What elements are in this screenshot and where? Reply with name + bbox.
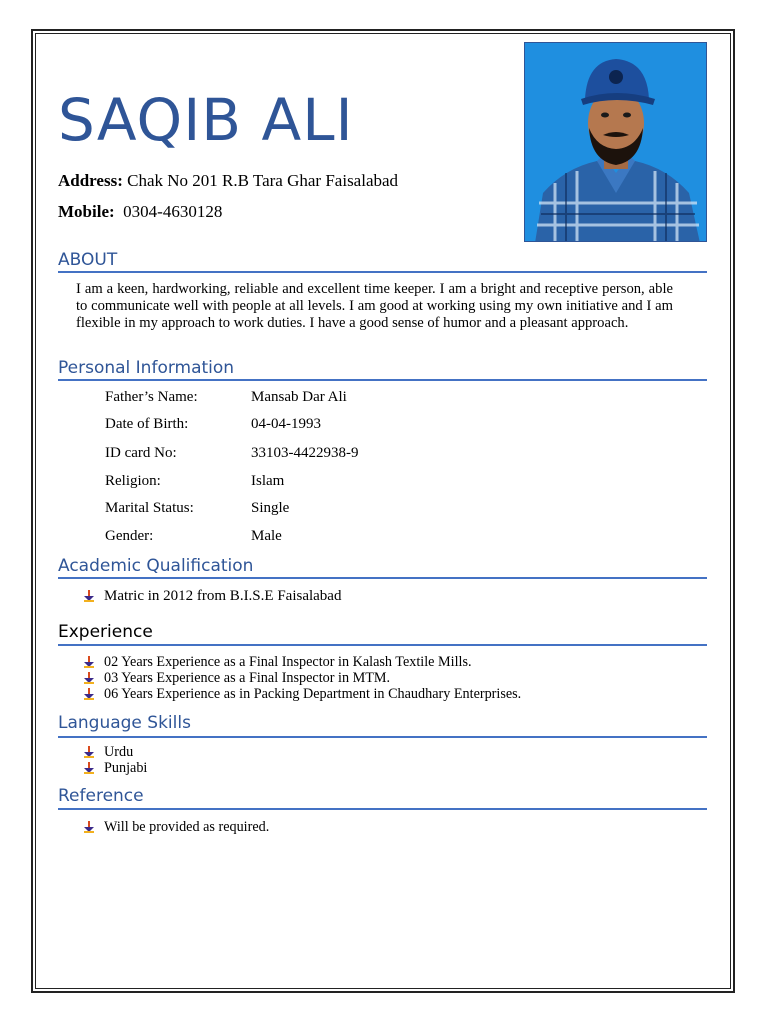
arrow-bullet-icon bbox=[83, 821, 95, 833]
candidate-name: SAQIB ALI bbox=[58, 86, 354, 154]
about-text: I am a keen, hardworking, reliable and excellent time keeper. I am a bright and receptive person, able to communicate well with people at all levels. I am good at working using my own initiative and I am flexible in my approach to work duties. I have a good sense of humor and a pleasant approach. bbox=[76, 281, 673, 332]
section-title-language-skills: Language Skills bbox=[58, 713, 191, 733]
section-title-academic: Academic Qualification bbox=[58, 556, 254, 576]
list-item bbox=[83, 686, 521, 702]
section-divider bbox=[58, 644, 707, 646]
list-item bbox=[83, 819, 269, 835]
info-value-gender: Male bbox=[251, 528, 282, 544]
list-item bbox=[83, 654, 472, 670]
address-label: Address: bbox=[58, 171, 123, 190]
section-divider bbox=[58, 577, 707, 579]
experience-item: 06 Years Experience as in Packing Department in Chaudhary Enterprises. bbox=[104, 685, 522, 702]
section-divider bbox=[58, 379, 707, 381]
mobile-value: 0304-4630128 bbox=[123, 202, 223, 221]
academic-item: Matric in 2012 from B.I.S.E Faisalabad bbox=[104, 587, 342, 604]
profile-photo bbox=[524, 42, 707, 242]
list-item bbox=[83, 744, 133, 760]
list-item bbox=[83, 760, 147, 776]
section-title-personal-information: Personal Information bbox=[58, 358, 235, 378]
info-value-fathers-name: Mansab Dar Ali bbox=[251, 389, 347, 405]
info-value-religion: Islam bbox=[251, 473, 285, 489]
language-item: Punjabi bbox=[104, 759, 148, 776]
mobile-label: Mobile: bbox=[58, 202, 115, 221]
section-divider bbox=[58, 736, 707, 738]
info-label-id-card: ID card No: bbox=[105, 445, 177, 461]
section-title-about: ABOUT bbox=[58, 250, 118, 270]
info-label-marital-status: Marital Status: bbox=[105, 500, 194, 516]
arrow-bullet-icon bbox=[83, 746, 95, 758]
reference-item: Will be provided as required. bbox=[104, 818, 270, 835]
arrow-bullet-icon bbox=[83, 688, 95, 700]
mobile-line bbox=[58, 202, 222, 222]
info-value-date-of-birth: 04-04-1993 bbox=[251, 416, 321, 432]
list-item bbox=[83, 588, 341, 604]
address-value: Chak No 201 R.B Tara Ghar Faisalabad bbox=[127, 171, 399, 190]
arrow-bullet-icon bbox=[83, 762, 95, 774]
section-title-experience: Experience bbox=[58, 622, 153, 642]
language-item: Urdu bbox=[104, 743, 134, 760]
arrow-bullet-icon bbox=[83, 590, 95, 602]
info-label-date-of-birth: Date of Birth: bbox=[105, 416, 189, 432]
experience-item: 03 Years Experience as a Final Inspector in MTM. bbox=[104, 669, 391, 686]
experience-item: 02 Years Experience as a Final Inspector in Kalash Textile Mills. bbox=[104, 653, 472, 670]
list-item bbox=[83, 670, 390, 686]
section-title-reference: Reference bbox=[58, 786, 144, 806]
info-value-marital-status: Single bbox=[251, 500, 290, 516]
profile-photo-illustration bbox=[525, 43, 707, 242]
section-divider bbox=[58, 808, 707, 810]
arrow-bullet-icon bbox=[83, 672, 95, 684]
info-label-religion: Religion: bbox=[105, 473, 161, 489]
info-label-fathers-name: Father’s Name: bbox=[105, 389, 198, 405]
arrow-bullet-icon bbox=[83, 656, 95, 668]
section-divider bbox=[58, 271, 707, 273]
info-label-gender: Gender: bbox=[105, 528, 154, 544]
info-value-id-card: 33103-4422938-9 bbox=[251, 445, 359, 461]
address-line bbox=[58, 171, 398, 191]
